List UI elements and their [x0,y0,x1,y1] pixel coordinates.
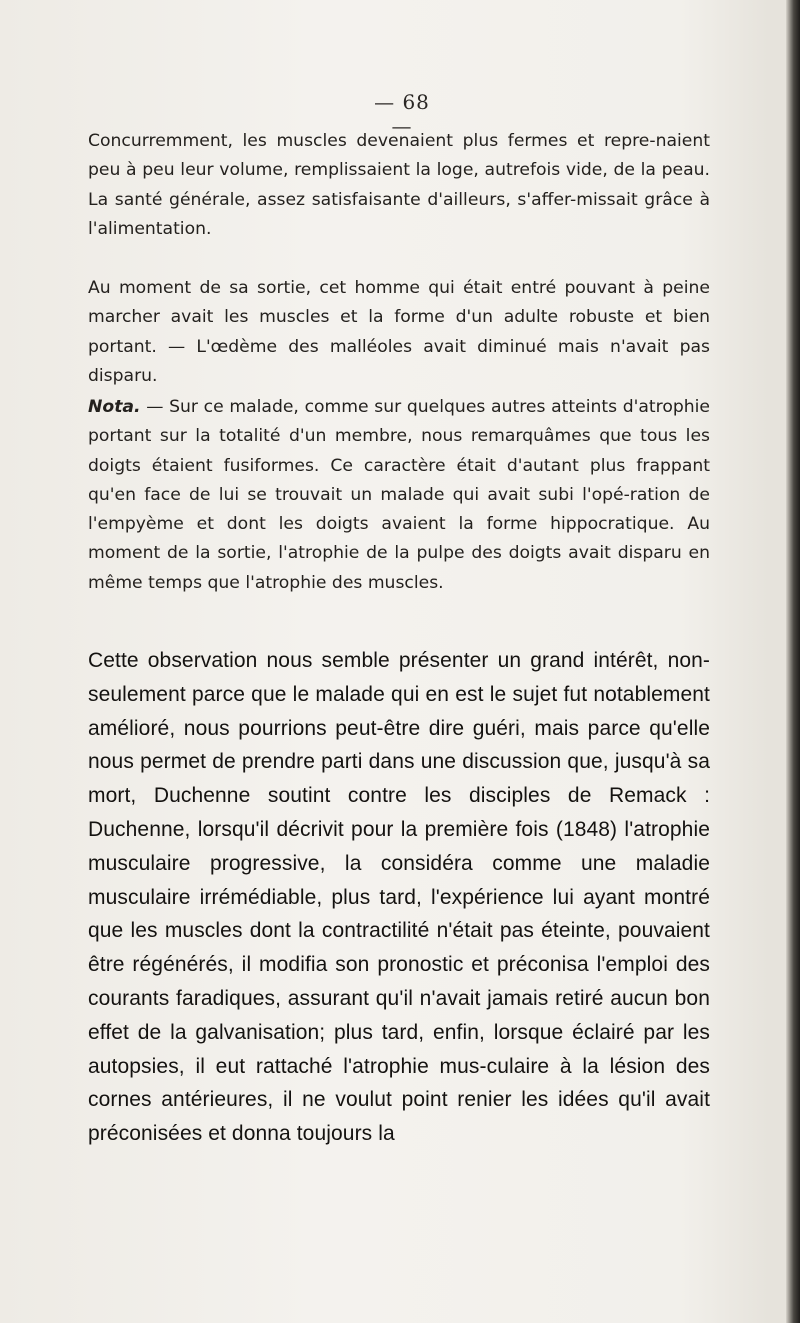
paragraph-text: Concurremment, les muscles devenaient plus fermes et repre-naient peu à peu leur volume, remplissaient la loge, autrefois vide, de la peau. La santé générale, assez satisfaisante d'ailleurs, s'affer-missait grâce à l'alimentation. [88,131,710,239]
page-number: — 68 — [374,90,430,138]
paragraph-patient-discharge [88,274,710,391]
paragraph-muscles-recovery [88,127,710,244]
nota-label: Nota. [88,397,141,417]
page-binding-edge [786,0,800,1323]
paragraph-text: Au moment de sa sortie, cet homme qui était entré pouvant à peine marcher avait les muscles et la forme d'un adulte robuste et bien portant. — L'œdème des malléoles avait diminué mais n'avait pas disparu. [88,278,710,386]
paragraph-nota [88,393,710,598]
nota-text: — Sur ce malade, comme sur quelques autres atteints d'atrophie portant sur la totalité d'un membre, nous remarquâmes que tous les doigts étaient fusiformes. Ce caractère était d'autant plus frappant qu'en face de lui se trouvait un malade qui avait subi l'opé-ration de l'empyème et dont les doigts avaient la forme hippocratique. Au moment de la sortie, l'atrophie de la pulpe des doigts avait disparu en même temps que l'atrophie des muscles. [88,397,710,593]
paragraph-text: Cette observation nous semble présenter un grand intérêt, non-seulement parce que le malade qui en est le sujet fut notablement amélioré, nous pourrions peut-être dire guéri, mais parce qu'elle nous permet de prendre parti dans une discussion que, jusqu'à sa mort, Duchenne soutint contre les disciples de Remack : Duchenne, lorsqu'il décrivit pour la première fois (1848) l'atrophie musculaire progressive, la considéra comme une maladie musculaire irrémédiable, plus tard, l'expérience lui ayant montré que les muscles dont la contractilité n'était pas éteinte, pouvaient être régénérés, il modifia son pronostic et préconisa l'emploi des courants faradiques, assurant qu'il n'avait jamais retiré aucun bon effet de la galvanisation; plus tard, enfin, lorsque éclairé par les autopsies, il eut rattaché l'atrophie mus-culaire à la lésion des cornes antérieures, il ne voulut point renier les idées qu'il avait préconisées et donna toujours la [88,649,710,1146]
paragraph-discussion [88,644,710,1151]
paragraph-text [88,393,710,598]
